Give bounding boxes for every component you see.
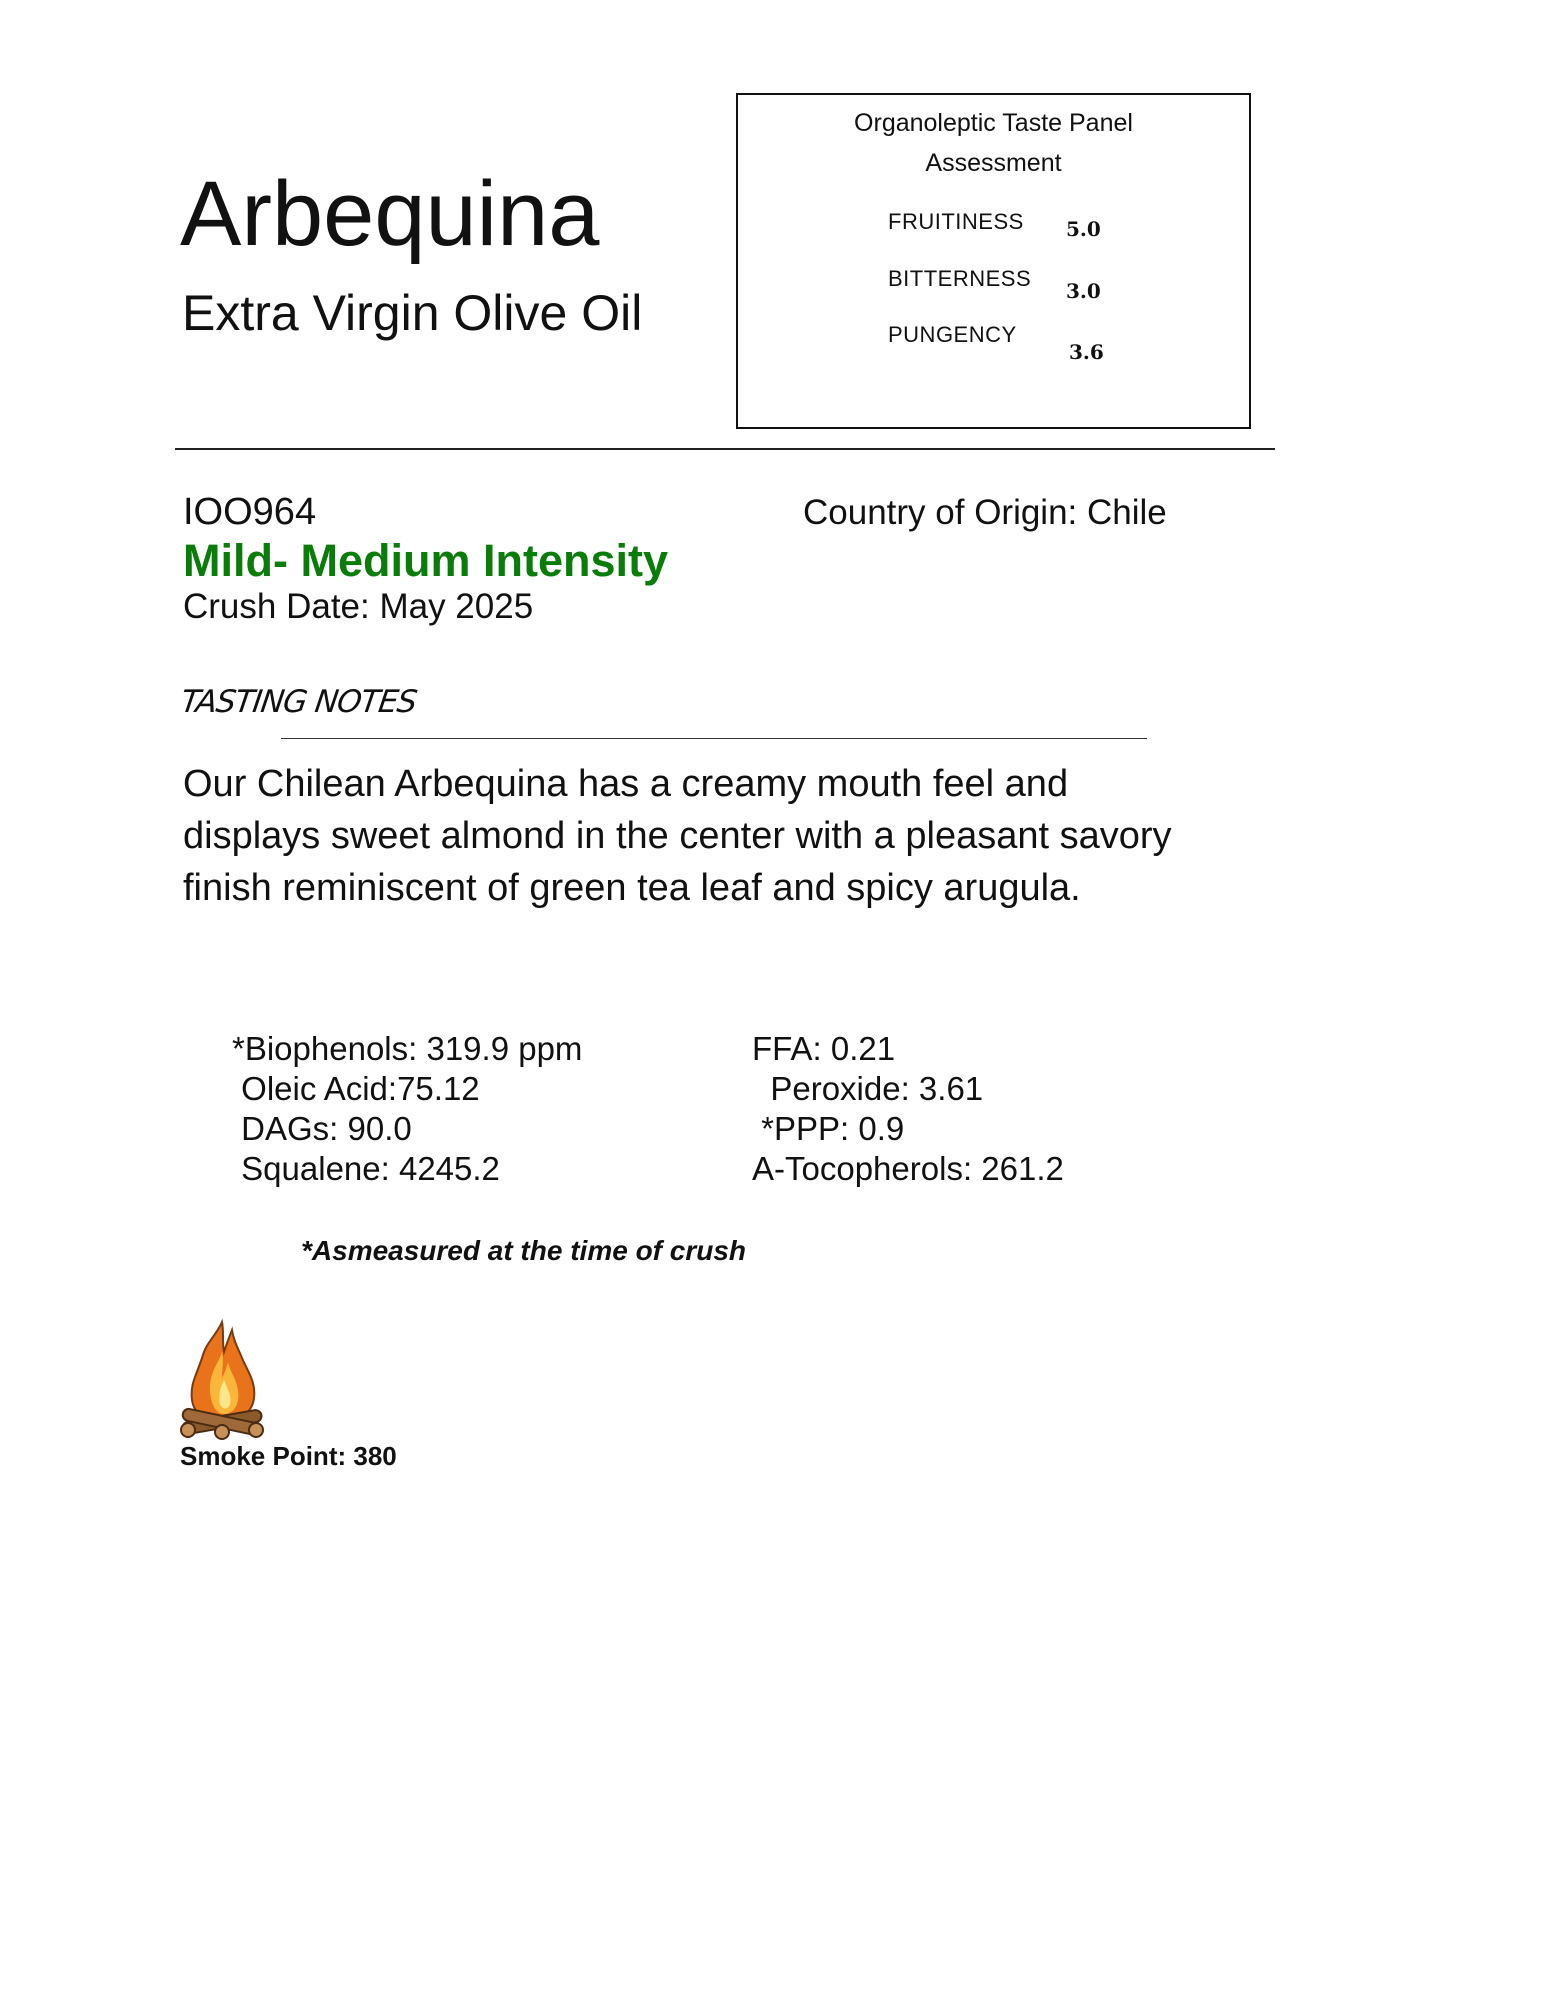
chem-oleic-acid: Oleic Acid:75.12 (232, 1070, 480, 1107)
chem-peroxide: Peroxide: 3.61 (752, 1070, 984, 1107)
tasting-notes-divider (281, 738, 1147, 739)
tasting-notes-line: displays sweet almond in the center with a pleasant savory (183, 815, 1172, 857)
chem-ppp: *PPP: 0.9 (752, 1110, 905, 1147)
campfire-icon (176, 1318, 268, 1442)
taste-value-pungency: 3.6 (1069, 340, 1104, 364)
chem-squalene: Squalene: 4245.2 (232, 1150, 500, 1187)
chemistry-right-column (752, 1029, 1064, 1189)
country-of-origin: Country of Origin: Chile (803, 493, 1167, 532)
measurement-footnote: *Asmeasured at the time of crush (301, 1235, 747, 1266)
taste-panel-title (738, 103, 1249, 183)
intensity-rating: Mild- Medium Intensity (183, 535, 669, 586)
crush-date: Crush Date: May 2025 (183, 587, 534, 626)
taste-panel-title-line1: Organoleptic Taste Panel (854, 109, 1133, 137)
tasting-notes-line: finish reminiscent of green tea leaf and spicy arugula. (183, 867, 1081, 909)
chem-dags: DAGs: 90.0 (232, 1110, 412, 1147)
product-code: IOO964 (183, 491, 317, 533)
chem-ffa: FFA: 0.21 (752, 1030, 896, 1067)
product-name: Arbequina (180, 163, 600, 265)
chem-biophenols: *Biophenols: 319.9 ppm (232, 1030, 583, 1067)
taste-panel-box (736, 93, 1251, 429)
tasting-notes-heading: TASTING NOTES (178, 684, 419, 720)
header-divider (175, 448, 1275, 450)
taste-value-bitterness: 3.0 (1066, 279, 1101, 303)
product-type: Extra Virgin Olive Oil (182, 285, 643, 341)
chemistry-left-column (232, 1029, 582, 1189)
taste-label-fruitiness: FRUITINESS (888, 209, 1024, 234)
smoke-point: Smoke Point: 380 (180, 1441, 397, 1471)
tasting-notes-line: Our Chilean Arbequina has a creamy mouth feel and (183, 763, 1069, 805)
taste-value-fruitiness: 5.0 (1066, 217, 1101, 241)
taste-label-bitterness: BITTERNESS (888, 266, 1032, 291)
chem-tocopherols: A-Tocopherols: 261.2 (752, 1150, 1064, 1187)
taste-label-pungency: PUNGENCY (888, 322, 1017, 347)
tasting-notes-body (183, 758, 1303, 914)
taste-panel-title-line2: Assessment (925, 149, 1062, 177)
